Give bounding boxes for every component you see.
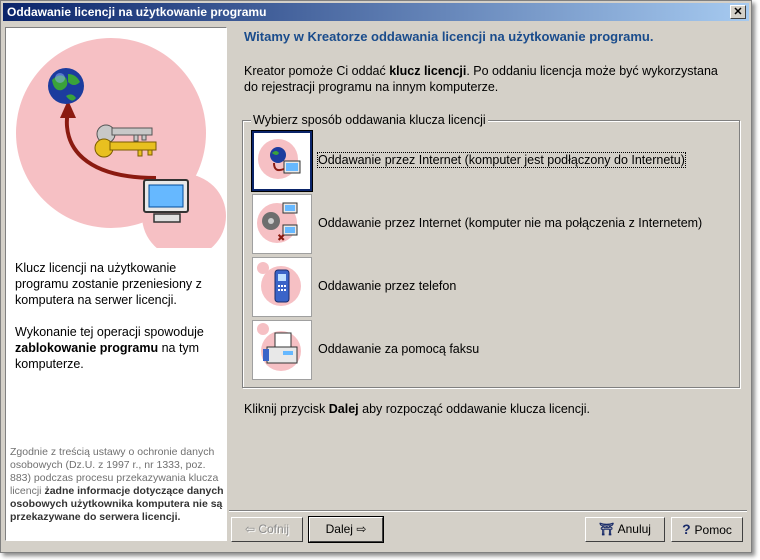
option-fax[interactable] [252, 320, 732, 382]
option-label: Oddawanie przez Internet (komputer jest podłączony do Internetu) [318, 153, 685, 167]
phone-icon [252, 257, 312, 317]
back-arrow-icon: ⇦ [244, 522, 259, 536]
license-transfer-text: Klucz licencji na użytkowanie programu zostanie przeniesiony z komputera na serwer licencji. [15, 261, 202, 307]
globe-keys-computer-illustration [6, 28, 226, 248]
instruction-text: Kliknij przycisk Dalej aby rozpocząć oddawanie klucza licencji. [244, 402, 591, 416]
intro-text: Kreator pomoże Ci oddać klucz licencji. Po oddaniu licencja może być wykorzystana do rejestracji programu na innym komputerze. [244, 64, 718, 94]
help-button[interactable]: ? Pomoc [671, 517, 743, 542]
option-internet-connected[interactable] [252, 131, 732, 193]
left-info-panel [5, 27, 227, 541]
cancel-icon: ⛩ [599, 522, 618, 536]
group-label: Wybierz sposób oddawania klucza licencji [253, 113, 486, 127]
fax-icon [252, 320, 312, 380]
window-title: Oddawanie licencji na użytkowanie programu [7, 5, 267, 19]
internet-connected-icon [252, 131, 312, 191]
cancel-button[interactable]: ⛩ Anuluj [585, 517, 665, 542]
internet-offline-icon [252, 194, 312, 254]
block-warning-text: Wykonanie tej operacji spowoduje zablokowanie programu na tym komputerze. [15, 325, 204, 371]
svg-text:✖: ✖ [277, 233, 286, 244]
option-label: Oddawanie przez telefon [318, 279, 457, 293]
option-label: Oddawanie przez Internet (komputer nie ma połączenia z Internetem) [318, 216, 703, 230]
next-arrow-icon: ⇨ [352, 522, 367, 536]
option-label: Oddawanie za pomocą faksu [318, 342, 480, 356]
close-button[interactable]: ✕ [730, 5, 746, 19]
button-divider [229, 510, 747, 512]
method-groupbox [242, 113, 740, 388]
page-title: Witamy w Kreatorze oddawania licencji na użytkowanie programu. [244, 29, 654, 44]
left-description [15, 260, 220, 388]
option-internet-offline[interactable] [252, 194, 732, 256]
back-button[interactable]: ⇦ Cofnij [231, 517, 303, 542]
privacy-notice: Zgodnie z treścią ustawy o ochronie danych osobowych (Dz.U. z 1997 r., nr 1333, poz. 883) podczas procesu przekazywania klucza licencji żadne informacje dotyczące danych osobowych użytkownika komputera nie są przekazywane do serwera licencji. [10, 446, 224, 523]
option-phone[interactable] [252, 257, 732, 319]
help-icon: ? [682, 521, 695, 537]
title-bar[interactable] [3, 3, 749, 21]
next-button[interactable]: Dalej ⇨ [309, 517, 383, 542]
